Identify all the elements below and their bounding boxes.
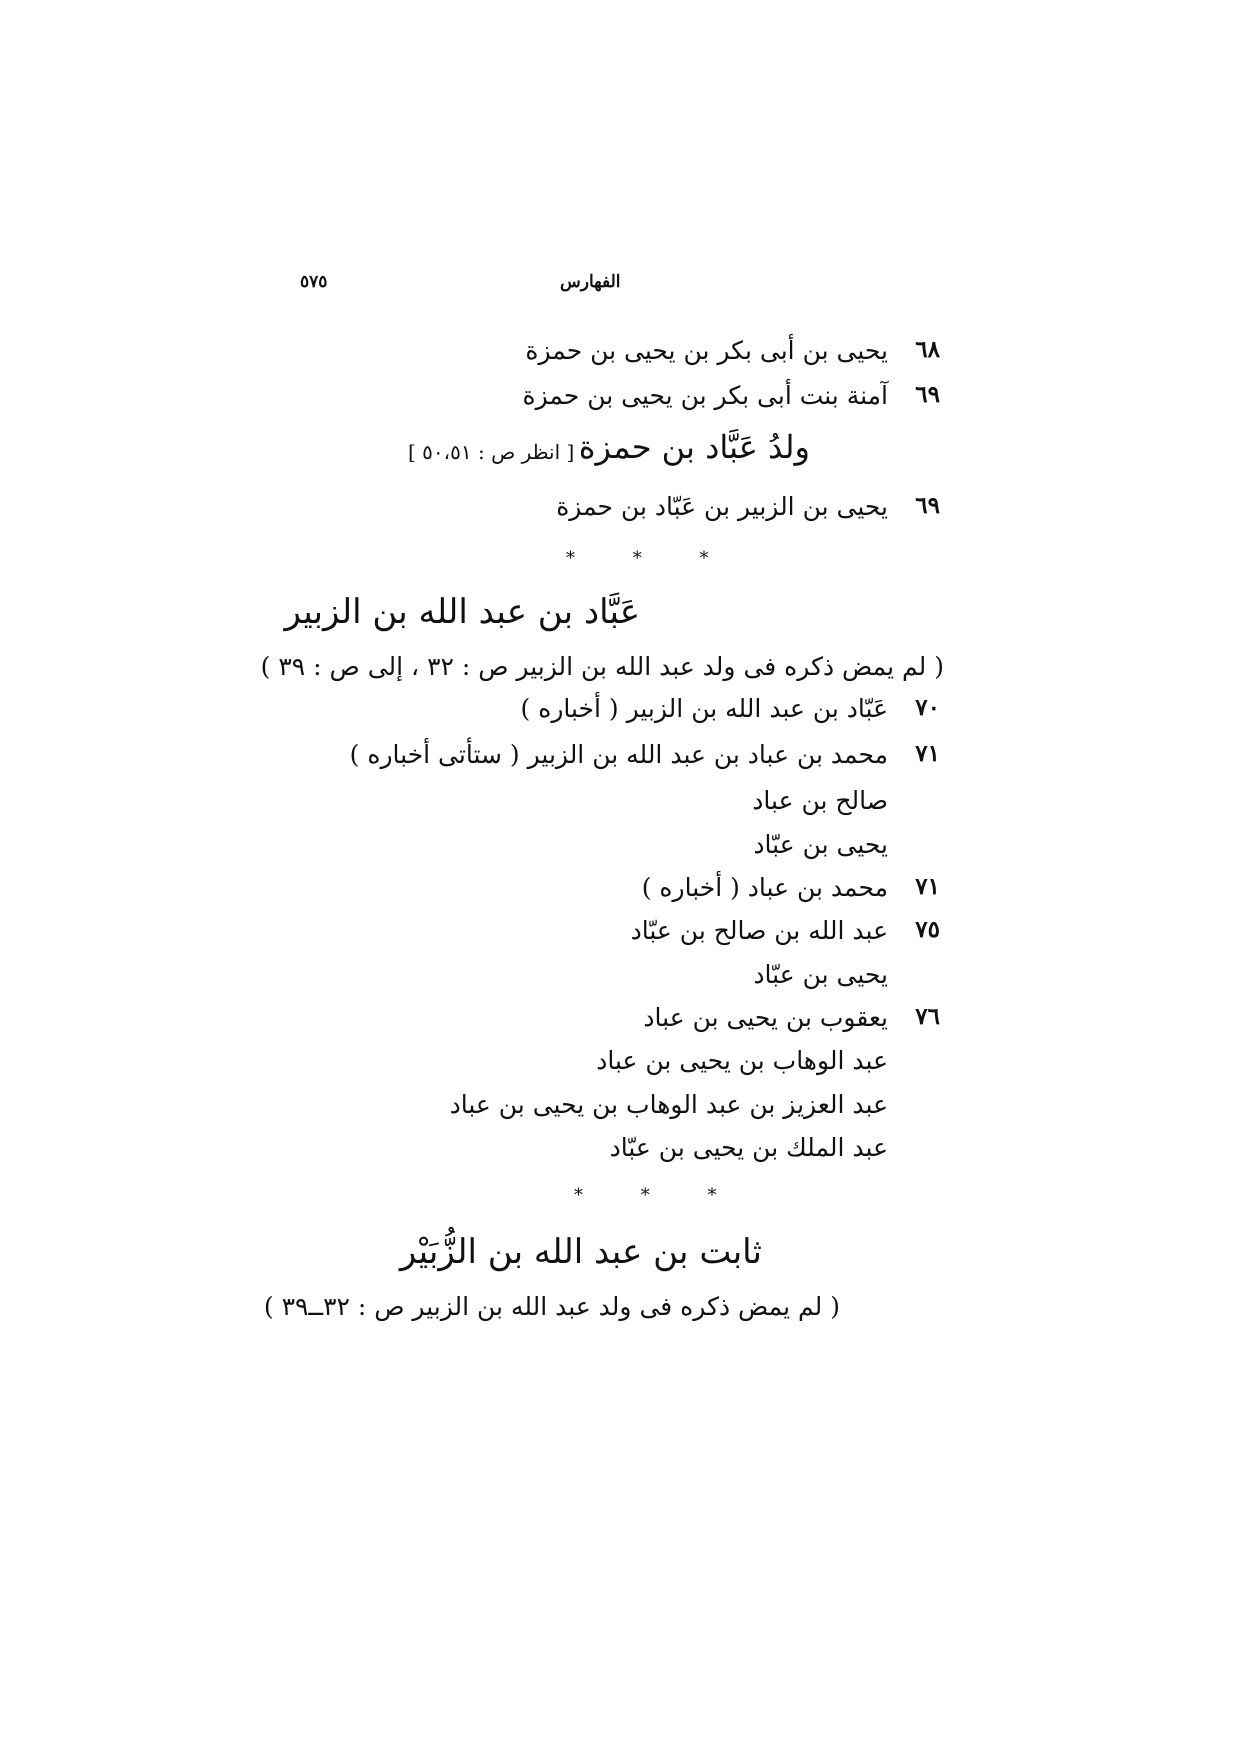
list-item: [0, 960, 1240, 990]
list-item: [0, 916, 1240, 946]
entry-number: ٧٠: [915, 694, 940, 721]
entry-name: صالح بن عباد: [752, 786, 888, 815]
list-item: [0, 1003, 1240, 1033]
list-item: [0, 381, 1240, 411]
list-item: [0, 694, 1240, 724]
subheading: ولدُ عَبَّاد بن حمزة: [578, 428, 810, 466]
list-item: [0, 1133, 1240, 1163]
section-note: ( لم يمض ذكره فى ولد عبد الله بن الزبير ص : ٣٢ــ٣٩ ): [263, 1292, 840, 1321]
separator: * * *: [574, 1185, 743, 1206]
list-item: [0, 1046, 1240, 1076]
entry-name: محمد بن عباد ( أخباره ): [641, 873, 888, 902]
entry-name: عبد الوهاب بن يحيى بن عباد: [596, 1046, 888, 1075]
running-title: الفهارس: [560, 272, 621, 292]
entry-name: يحيى بن عبّاد: [753, 960, 888, 989]
list-item: [0, 873, 1240, 903]
entry-name: عَبّاد بن عبد الله بن الزبير ( أخباره ): [520, 694, 888, 723]
list-item: [0, 336, 1240, 366]
entry-name: آمنة بنت أبى بكر بن يحيى بن حمزة: [522, 381, 888, 410]
list-item: [0, 786, 1240, 816]
entry-number: ٧١: [915, 740, 940, 767]
entry-number: ٦٨: [915, 336, 940, 363]
entry-number: ٧٥: [915, 916, 940, 943]
list-item: [0, 740, 1240, 770]
entry-number: ٦٩: [915, 492, 940, 519]
list-item: [0, 1090, 1240, 1120]
list-item: [0, 492, 1240, 522]
section-note: ( لم يمض ذكره فى ولد عبد الله بن الزبير ص : ٣٢ ، إلى ص : ٣٩ ): [260, 652, 944, 681]
cross-reference: [ انظر ص : ٥٠،٥١ ]: [408, 440, 575, 464]
entry-name: يحيى بن الزبير بن عَبّاد بن حمزة: [556, 492, 888, 521]
entry-name: عبد العزيز بن عبد الوهاب بن يحيى بن عباد: [449, 1090, 888, 1119]
entry-name: يحيى بن أبى بكر بن يحيى بن حمزة: [525, 336, 888, 365]
entry-name: محمد بن عباد بن عبد الله بن الزبير ( ستأتى أخباره ): [349, 740, 888, 769]
separator: * * *: [566, 548, 735, 569]
section-heading: ثابت بن عبد الله بن الزُّبَيْر: [399, 1232, 762, 1272]
entry-name: يحيى بن عبّاد: [753, 830, 888, 859]
entry-name: يعقوب بن يحيى بن عباد: [643, 1003, 888, 1032]
page-number: ٥٧٥: [300, 272, 328, 292]
entry-name: عبد الملك بن يحيى بن عبّاد: [609, 1133, 888, 1162]
entry-number: ٧١: [915, 873, 940, 900]
entry-name: عبد الله بن صالح بن عبّاد: [630, 916, 888, 945]
section-heading: عَبَّاد بن عبد الله بن الزبير: [284, 592, 640, 632]
list-item: [0, 830, 1240, 860]
entry-number: ٧٦: [915, 1003, 940, 1030]
entry-number: ٦٩: [915, 381, 940, 408]
